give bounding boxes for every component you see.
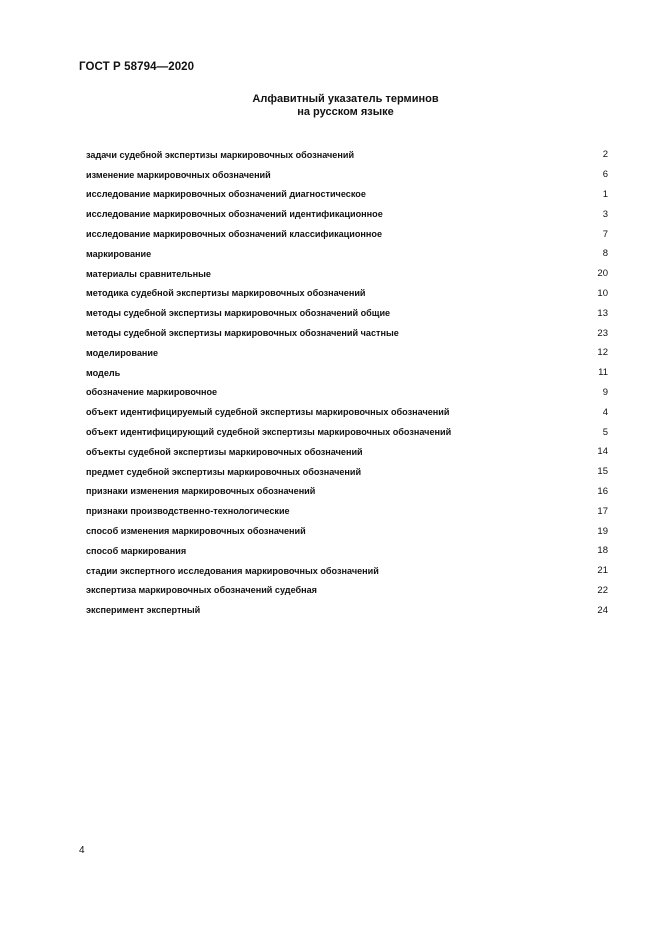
- index-term-number: 3: [602, 208, 608, 220]
- index-entry: [86, 284, 608, 304]
- index-entry: [86, 521, 608, 541]
- index-term-number: 6: [602, 169, 608, 181]
- index-entry: [86, 541, 608, 561]
- index-term: моделирование: [86, 347, 159, 358]
- index-term: обозначение маркировочное: [86, 387, 218, 398]
- index-term-number: 9: [602, 386, 608, 398]
- index-entry: [86, 383, 608, 403]
- index-term: предмет судебной экспертизы маркировочных обозначений: [86, 466, 362, 477]
- index-title-line-2: на русском языке: [297, 106, 394, 118]
- index-term-number: 4: [602, 406, 608, 418]
- index-term-number: 7: [602, 228, 608, 240]
- index-term: материалы сравнительные: [86, 268, 211, 279]
- index-term: маркирование: [86, 248, 152, 259]
- index-term: стадии экспертного исследования маркировочных обозначений: [86, 565, 379, 576]
- index-term: объект идентифицирующий судебной экспертизы маркировочных обозначений: [86, 427, 452, 438]
- index-term-number: 22: [597, 584, 608, 596]
- index-entry: [86, 462, 608, 482]
- index-entry: [86, 402, 608, 422]
- index-entry: [86, 145, 608, 165]
- index-entry: [86, 204, 608, 224]
- index-title-line-1: Алфавитный указатель терминов: [252, 93, 439, 105]
- index-term-number: 20: [597, 268, 608, 280]
- index-term: методы судебной экспертизы маркировочных обозначений частные: [86, 328, 399, 339]
- index-term: исследование маркировочных обозначений идентификационное: [86, 209, 383, 220]
- index-term: методы судебной экспертизы маркировочных обозначений общие: [86, 308, 391, 319]
- page-number: 4: [79, 845, 85, 856]
- index-term-number: 11: [598, 367, 608, 379]
- document-code: ГОСТ Р 58794—2020: [79, 61, 195, 73]
- index-term-number: 17: [597, 505, 608, 517]
- term-index-list: [86, 145, 608, 620]
- index-term-number: 1: [602, 188, 608, 200]
- index-term: объекты судебной экспертизы маркировочных обозначений: [86, 446, 363, 457]
- index-term-number: 19: [597, 525, 608, 537]
- index-entry: [86, 244, 608, 264]
- index-entry: [86, 303, 608, 323]
- index-term-number: 14: [597, 446, 608, 458]
- index-entry: [86, 264, 608, 284]
- index-term-number: 21: [597, 565, 608, 577]
- index-term-number: 23: [597, 327, 608, 339]
- index-entry: [86, 561, 608, 581]
- index-entry: [86, 600, 608, 620]
- index-term: объект идентифицируемый судебной экспертизы маркировочных обозначений: [86, 407, 450, 418]
- index-term-number: 18: [597, 545, 608, 557]
- index-term-number: 8: [602, 248, 608, 260]
- index-entry: [86, 323, 608, 343]
- index-term: методика судебной экспертизы маркировочных обозначений: [86, 288, 366, 299]
- index-term-number: 13: [597, 307, 608, 319]
- index-term: признаки производственно-технологические: [86, 506, 290, 517]
- index-term-number: 16: [597, 485, 608, 497]
- index-term: исследование маркировочных обозначений диагностическое: [86, 189, 366, 200]
- index-term-number: 2: [602, 149, 608, 161]
- index-term: способ маркирования: [86, 545, 187, 556]
- index-term-number: 12: [597, 347, 608, 359]
- index-term-number: 10: [597, 287, 608, 299]
- index-entry: [86, 501, 608, 521]
- index-term: модель: [86, 367, 121, 378]
- index-entry: [86, 185, 608, 205]
- index-term: задачи судебной экспертизы маркировочных обозначений: [86, 149, 355, 160]
- index-entry: [86, 442, 608, 462]
- index-term: исследование маркировочных обозначений классификационное: [86, 229, 383, 240]
- index-term: способ изменения маркировочных обозначений: [86, 526, 306, 537]
- index-term: изменение маркировочных обозначений: [86, 169, 271, 180]
- index-term-number: 5: [602, 426, 608, 438]
- index-entry: [86, 363, 608, 383]
- index-entry: [86, 165, 608, 185]
- index-term: признаки изменения маркировочных обозначений: [86, 486, 316, 497]
- index-entry: [86, 422, 608, 442]
- index-entry: [86, 224, 608, 244]
- index-term: эксперимент экспертный: [86, 605, 201, 616]
- index-term-number: 15: [597, 466, 608, 478]
- index-entry: [86, 482, 608, 502]
- index-title: [0, 93, 661, 119]
- index-term-number: 24: [597, 604, 608, 616]
- index-entry: [86, 343, 608, 363]
- index-entry: [86, 581, 608, 601]
- index-term: экспертиза маркировочных обозначений судебная: [86, 585, 317, 596]
